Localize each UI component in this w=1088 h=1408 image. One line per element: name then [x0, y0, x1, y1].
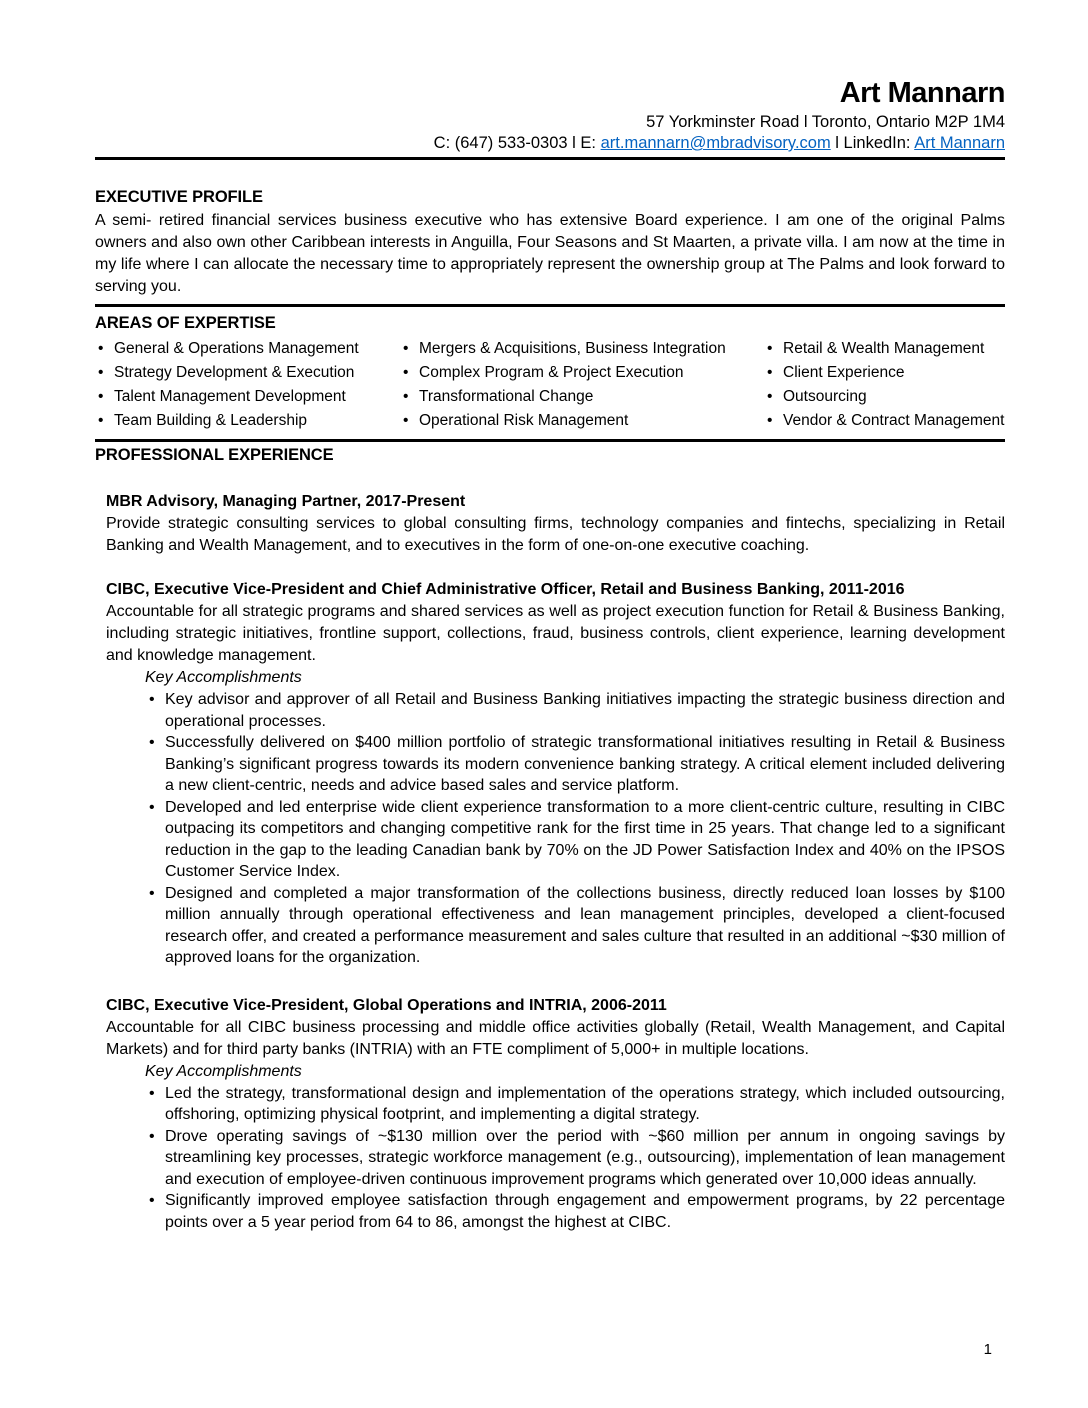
expertise-item: • Team Building & Leadership	[95, 409, 400, 433]
accomplishments-list	[106, 689, 1005, 969]
resume-header	[95, 74, 1005, 154]
page-number: 1	[983, 1341, 992, 1358]
section-heading-areas-of-expertise: AREAS OF EXPERTISE	[95, 314, 276, 332]
job-entry-cibc-evp-cao	[106, 579, 1005, 969]
expertise-item: • Talent Management Development	[95, 385, 400, 409]
expertise-column-1	[95, 337, 400, 433]
section-divider	[95, 439, 1005, 442]
section-heading-professional-experience: PROFESSIONAL EXPERIENCE	[95, 446, 334, 464]
expertise-item: • Retail & Wealth Management	[764, 337, 1005, 361]
expertise-grid	[95, 337, 1005, 433]
header-divider	[95, 157, 1005, 160]
accomplishments-label: Key Accomplishments	[145, 1062, 302, 1080]
resume-name: Art Mannarn	[839, 77, 1005, 109]
expertise-item: • Vendor & Contract Management	[764, 409, 1005, 433]
expertise-item: • General & Operations Management	[95, 337, 400, 361]
expertise-item: • Strategy Development & Execution	[95, 361, 400, 385]
job-summary: Accountable for all CIBC business processing and middle office activities globally (Retail, Wealth Management, and Capital Markets) and for third party banks (INTRIA) with an FTE compliment of 5,000+ in multiple locations.	[106, 1018, 1005, 1058]
phone-text: C: (647) 533-0303 l E:	[433, 134, 601, 152]
expertise-item: • Operational Risk Management	[400, 409, 764, 433]
expertise-column-2	[400, 337, 764, 433]
accomplishments-label: Key Accomplishments	[145, 669, 302, 686]
job-title: MBR Advisory, Managing Partner, 2017-Present	[106, 493, 466, 510]
job-summary: Provide strategic consulting services to global consulting firms, technology companies and fintechs, specializing in Retail Banking and Wealth Management, and to executives in the form of one-on-one executive coaching.	[106, 515, 1005, 554]
section-divider	[95, 304, 1005, 307]
contact-line	[95, 133, 1005, 154]
expertise-item: • Complex Program & Project Execution	[400, 361, 764, 385]
executive-profile-text: A semi- retired financial services business executive who has extensive Board experience. I am one of the original Palms owners and also own other Caribbean interests in Anguilla, Four Seasons and St Maarten, a private villa. I am now at the time in my life where I can allocate the necessary time to appropriately represent the ownership group at The Palms and look forward to serving you.	[95, 212, 1005, 295]
section-heading-executive-profile: EXECUTIVE PROFILE	[95, 188, 263, 206]
expertise-item: • Client Experience	[764, 361, 1005, 385]
accomplishment-bullet: • Significantly improved employee satisfaction through engagement and empowerment programs, by 22 percentage points over a 5 year period from 64 to 86, amongst the highest at CIBC.	[147, 1190, 1005, 1233]
accomplishment-bullet: • Developed and led enterprise wide client experience transformation to a more client-centric culture, resulting in CIBC outpacing its competitors and changing competitive rank for the first time in 25 years. That change led to a significant reduction in the gap to the leading Canadian bank by 70% on the JD Power Satisfaction Index and 40% on the IPSOS Customer Service Index.	[147, 797, 1005, 883]
accomplishment-bullet: • Led the strategy, transformational design and implementation of the operations strategy, which included outsourcing, offshoring, optimizing physical footprint, and implementing a digital strategy.	[147, 1083, 1005, 1126]
address-line: 57 Yorkminster Road l Toronto, Ontario M2P 1M4	[646, 113, 1005, 131]
expertise-item: • Outsourcing	[764, 385, 1005, 409]
accomplishments-list	[106, 1083, 1005, 1234]
email-link[interactable]: art.mannarn@mbradvisory.com	[600, 134, 831, 152]
accomplishment-bullet: • Successfully delivered on $400 million portfolio of strategic transformational initiatives resulting in Retail & Business Banking’s significant progress towards its modern convenience banking strategy. A critical element included delivering a new client-centric, needs and advice based sales and service platform.	[147, 732, 1005, 797]
job-list	[106, 491, 1005, 1233]
job-title: CIBC, Executive Vice-President, Global Operations and INTRIA, 2006-2011	[106, 996, 667, 1014]
job-title: CIBC, Executive Vice-President and Chief Administrative Officer, Retail and Business Banking, 2011-2016	[106, 581, 905, 598]
linkedin-link[interactable]: Art Mannarn	[914, 134, 1005, 152]
accomplishment-bullet: • Key advisor and approver of all Retail and Business Banking initiatives impacting the strategic business direction and operational processes.	[147, 689, 1005, 732]
job-entry-cibc-evp-global-ops	[106, 995, 1005, 1234]
accomplishment-bullet: • Designed and completed a major transformation of the collections business, directly reduced loan losses by $100 million annually through operational effectiveness and lean management principles, developed a client-focused research offer, and created a performance measurement and sales culture that resulted in an additional ~$30 million of approved loans for the organization.	[147, 883, 1005, 969]
expertise-item: • Mergers & Acquisitions, Business Integration	[400, 337, 764, 361]
linkedin-label: l LinkedIn:	[830, 134, 915, 152]
job-summary: Accountable for all strategic programs and shared services as well as project execution function for Retail & Business Banking, including strategic initiatives, frontline support, collections, fraud, business controls, client experience, learning development and knowledge management.	[106, 603, 1005, 664]
job-entry-mbr-advisory	[106, 491, 1005, 557]
expertise-item: • Transformational Change	[400, 385, 764, 409]
expertise-column-3	[764, 337, 1005, 433]
accomplishment-bullet: • Drove operating savings of ~$130 million over the period with ~$60 million per annum in ongoing savings by streamlining key processes, strategic workforce management (e.g., outsourcing), implementation of lean management and execution of employee-driven continuous improvement programs which generated over 10,000 ideas annually.	[147, 1126, 1005, 1191]
